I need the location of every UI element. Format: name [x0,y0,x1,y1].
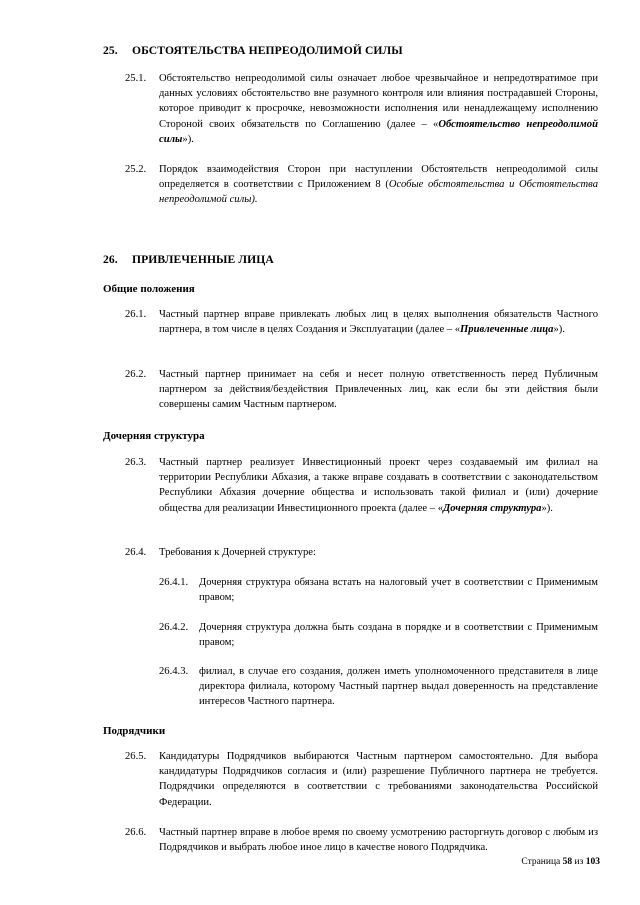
page-label: Страница [521,857,561,867]
clause-26-6 [125,825,598,855]
clause-number: 25.1. [125,73,147,84]
clause-text-part: »). [182,133,194,145]
clause-text-part: Порядок взаимодействия Сторон при наступлении Обстоятельств непреодолимой силы определяется в соответствии с Приложением 8 ( [159,164,598,191]
section-number: 26. [103,253,118,266]
clause-number: 26.4. [125,547,147,558]
page-total: 103 [585,857,600,867]
subheading-subsidiary: Дочерняя структура [103,430,205,442]
clause-26-4-1 [159,575,598,605]
clause-number: 26.5. [125,751,147,762]
clause-25-1 [125,71,598,147]
page-footer [521,857,600,867]
clause-text: Частный партнер вправе в любое время по своему усмотрению расторгнуть договор с любым из Подрядчиков и выбрать любое иное лицо в качестве нового Подрядчика. [159,827,598,854]
clause-26-1 [125,307,598,337]
clause-text-part: Частный партнер реализует Инвестиционный проект через создаваемый им филиал на территории Республики Абхазия, а также вправе создавать в соответствии с законодательством Республики Абхазия дочерние общества и использовать такой филиал и (или) дочерние общества для реализации Инвестиционного проекта (далее – « [159,457,598,514]
section-25-heading [103,44,403,57]
section-number: 25. [103,44,118,57]
clause-text: Требования к Дочерней структуре: [159,547,316,558]
clause-26-4-3 [159,664,598,710]
clause-text [159,307,598,337]
appendix-title: Особые обстоятельства и Обстоятельства непреодолимой силы). [159,179,599,206]
clause-number: 26.4.2. [159,622,189,633]
clause-text-part: »). [541,502,553,514]
clause-number: 25.2. [125,164,147,175]
page-of: из [574,857,584,867]
clause-number: 26.6. [125,827,147,838]
clause-number: 26.3. [125,457,147,468]
section-26-heading [103,253,274,266]
subheading-contractors: Подрядчики [103,725,166,737]
clause-26-4 [125,545,598,560]
clause-26-5 [125,749,598,810]
clause-text-part: Частный партнер вправе привлекать любых лиц в целях выполнения обязательств Частного партнера, в том числе в целях Создания и Эксплуатации (далее – « [159,309,598,336]
clause-text [159,71,598,147]
clause-number: 26.4.3. [159,666,189,677]
subheading-general: Общие положения [103,283,195,295]
clause-number: 26.4.1. [159,577,189,588]
clause-number: 26.2. [125,369,147,380]
clause-26-2 [125,367,598,413]
clause-text-part: »). [553,324,565,336]
clause-text: Дочерняя структура обязана встать на налоговый учет в соответствии с Применимым правом; [199,577,598,604]
clause-text-part: Обстоятельство непреодолимой силы означает любое чрезвычайное и непредотвратимое при данных условиях обстоятельство вне разумного контроля или влияния пострадавшей Стороны, которое приводит к просрочке, невозможности исполнения или ненадлежащему исполнению Стороной своих обязательств по Соглашению (далее – « [159,73,598,130]
page-current: 58 [562,857,573,867]
clause-25-2 [125,162,598,208]
clause-text [159,455,598,516]
section-title: ПРИВЛЕЧЕННЫЕ ЛИЦА [132,253,274,266]
clause-number: 26.1. [125,309,147,320]
clause-text: Дочерняя структура должна быть создана в порядке и в соответствии с Применимым правом; [199,622,598,649]
clause-text [159,162,598,208]
defined-term: Привлеченные лица [460,324,554,336]
section-title: ОБСТОЯТЕЛЬСТВА НЕПРЕОДОЛИМОЙ СИЛЫ [132,44,403,57]
defined-term: Обстоятельство непреодолимой силы [159,118,598,145]
clause-26-3 [125,455,598,516]
defined-term: Дочерняя структура [443,502,542,514]
clause-text: филиал, в случае его создания, должен иметь уполномоченного представителя в лице директора филиала, которому Частный партнер выдал доверенность на представление интересов Частного партнера. [199,666,598,708]
clause-text: Кандидатуры Подрядчиков выбираются Частным партнером самостоятельно. Для выбора кандидатуры Подрядчиков согласия и (или) разрешение Публичного партнера не требуется. Подрядчики определяются в соответствии с требованиями законодательства Российской Федерации. [159,751,598,808]
clause-text: Частный партнер принимает на себя и несет полную ответственность перед Публичным партнером за действия/бездействия Привлеченных лиц, как если бы эти действия были совершены самим Частным партнером. [159,369,598,411]
clause-26-4-2 [159,620,598,650]
